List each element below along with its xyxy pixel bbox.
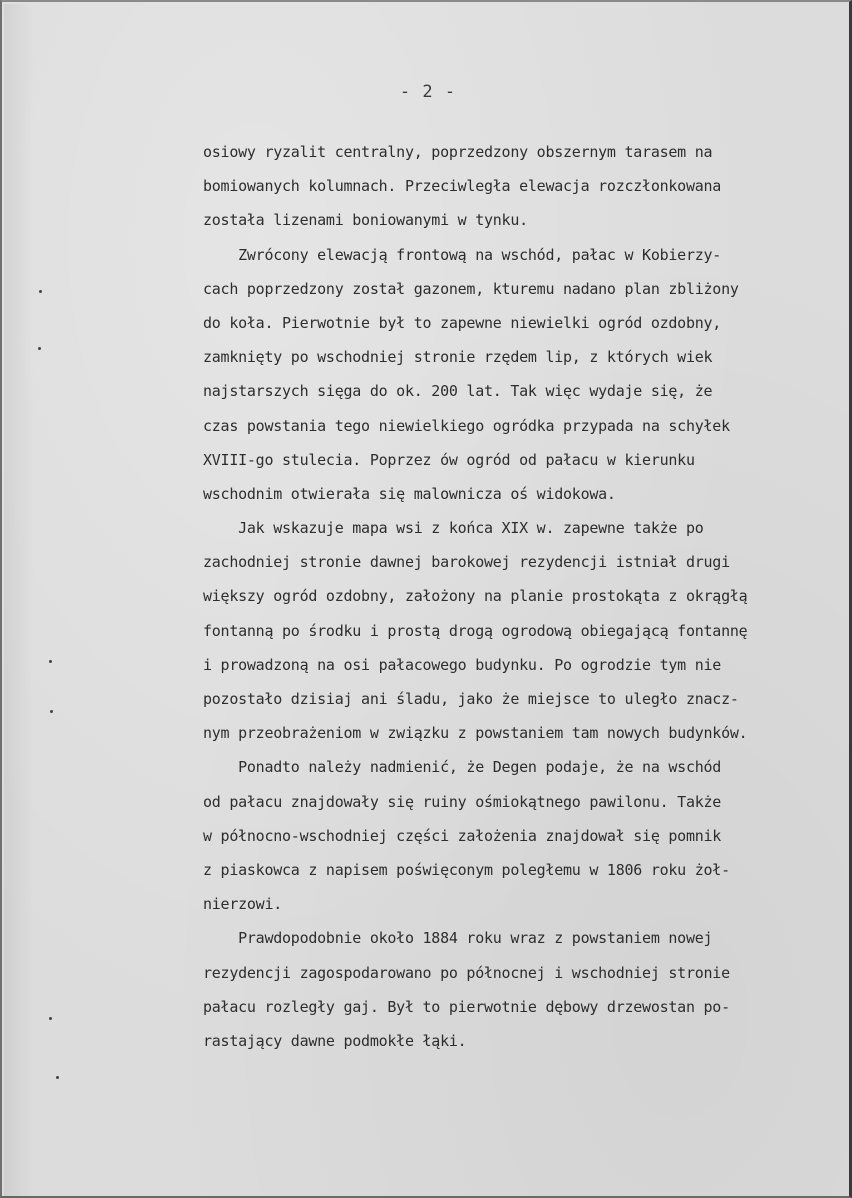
text-line: czas powstania tego niewielkiego ogródka przypada na schyłek [203, 416, 730, 435]
text-line: do koła. Pierwotnie był to zapewne niewielki ogród ozdobny, [203, 313, 722, 332]
text-line: Ponadto należy nadmienić, że Degen podaje, że na wschód [203, 758, 722, 777]
text-line: i prowadzoną na osi pałacowego budynku. Po ogrodzie tym nie [203, 655, 722, 674]
speck [49, 1017, 52, 1020]
text-line: najstarszych sięga do ok. 200 lat. Tak więc wydaje się, że [203, 382, 713, 401]
text-line: Jak wskazuje mapa wsi z końca XIX w. zapewne także po [203, 519, 704, 538]
text-line: zachodniej stronie dawnej barokowej rezydencji istniał drugi [203, 553, 730, 572]
speck [56, 1076, 59, 1079]
speck [38, 347, 41, 350]
text-line: Prawdopodobnie około 1884 roku wraz z powstaniem nowej [203, 929, 713, 948]
text-line: bomiowanych kolumnach. Przeciwległa elewacja rozczłonkowana [203, 177, 722, 196]
text-line: cach poprzedzony został gazonem, kturemu nadano plan zbliżony [203, 279, 739, 298]
page-edge-shadow [4, 4, 34, 1198]
text-line: nym przeobrażeniom w związku z powstaniem tam nowych budynków. [203, 724, 748, 743]
text-line: osiowy ryzalit centralny, poprzedzony obszernym tarasem na [203, 143, 713, 161]
speck [39, 290, 42, 293]
text-line: z piaskowca z napisem poświęconym poległemu w 1806 roku żoł- [203, 860, 730, 879]
text-line: w północno-wschodniej części założenia znajdował się pomnik [203, 826, 722, 845]
text-line: pałacu rozległy gaj. Był to pierwotnie dębowy drzewostan po- [203, 997, 730, 1016]
text-line: XVIII-go stulecia. Poprzez ów ogród od pałacu w kierunku [203, 450, 695, 469]
speck [50, 710, 53, 713]
text-line: pozostało dzisiaj ani śladu, jako że miejsce to uległo znacz- [203, 690, 739, 708]
text-line: fontanną po środku i prostą drogą ogrodową obiegającą fontannę [203, 621, 748, 640]
text-line: rastający dawne podmokłe łąki. [203, 1031, 467, 1050]
page-number: - 2 - [399, 82, 457, 102]
text-line: zamknięty po wschodniej stronie rzędem lip, z których wiek [203, 348, 713, 367]
text-line: wschodnim otwierała się malownicza oś widokowa. [203, 484, 616, 503]
text-line: większy ogród ozdobny, założony na planie prostokąta z okrągłą [203, 587, 748, 606]
text-line: od pałacu znajdowały się ruiny ośmiokątnego pawilonu. Także [203, 792, 722, 811]
text-line: nierzowi. [203, 895, 283, 914]
body-text [203, 135, 825, 1058]
speck [49, 660, 52, 663]
text-line: została lizenami boniowanymi w tynku. [203, 211, 528, 230]
text-line: rezydencji zagospodarowano po północnej i wschodniej stronie [203, 963, 730, 982]
text-line: Zwrócony elewacją frontową na wschód, pałac w Kobierzy- [203, 245, 722, 264]
